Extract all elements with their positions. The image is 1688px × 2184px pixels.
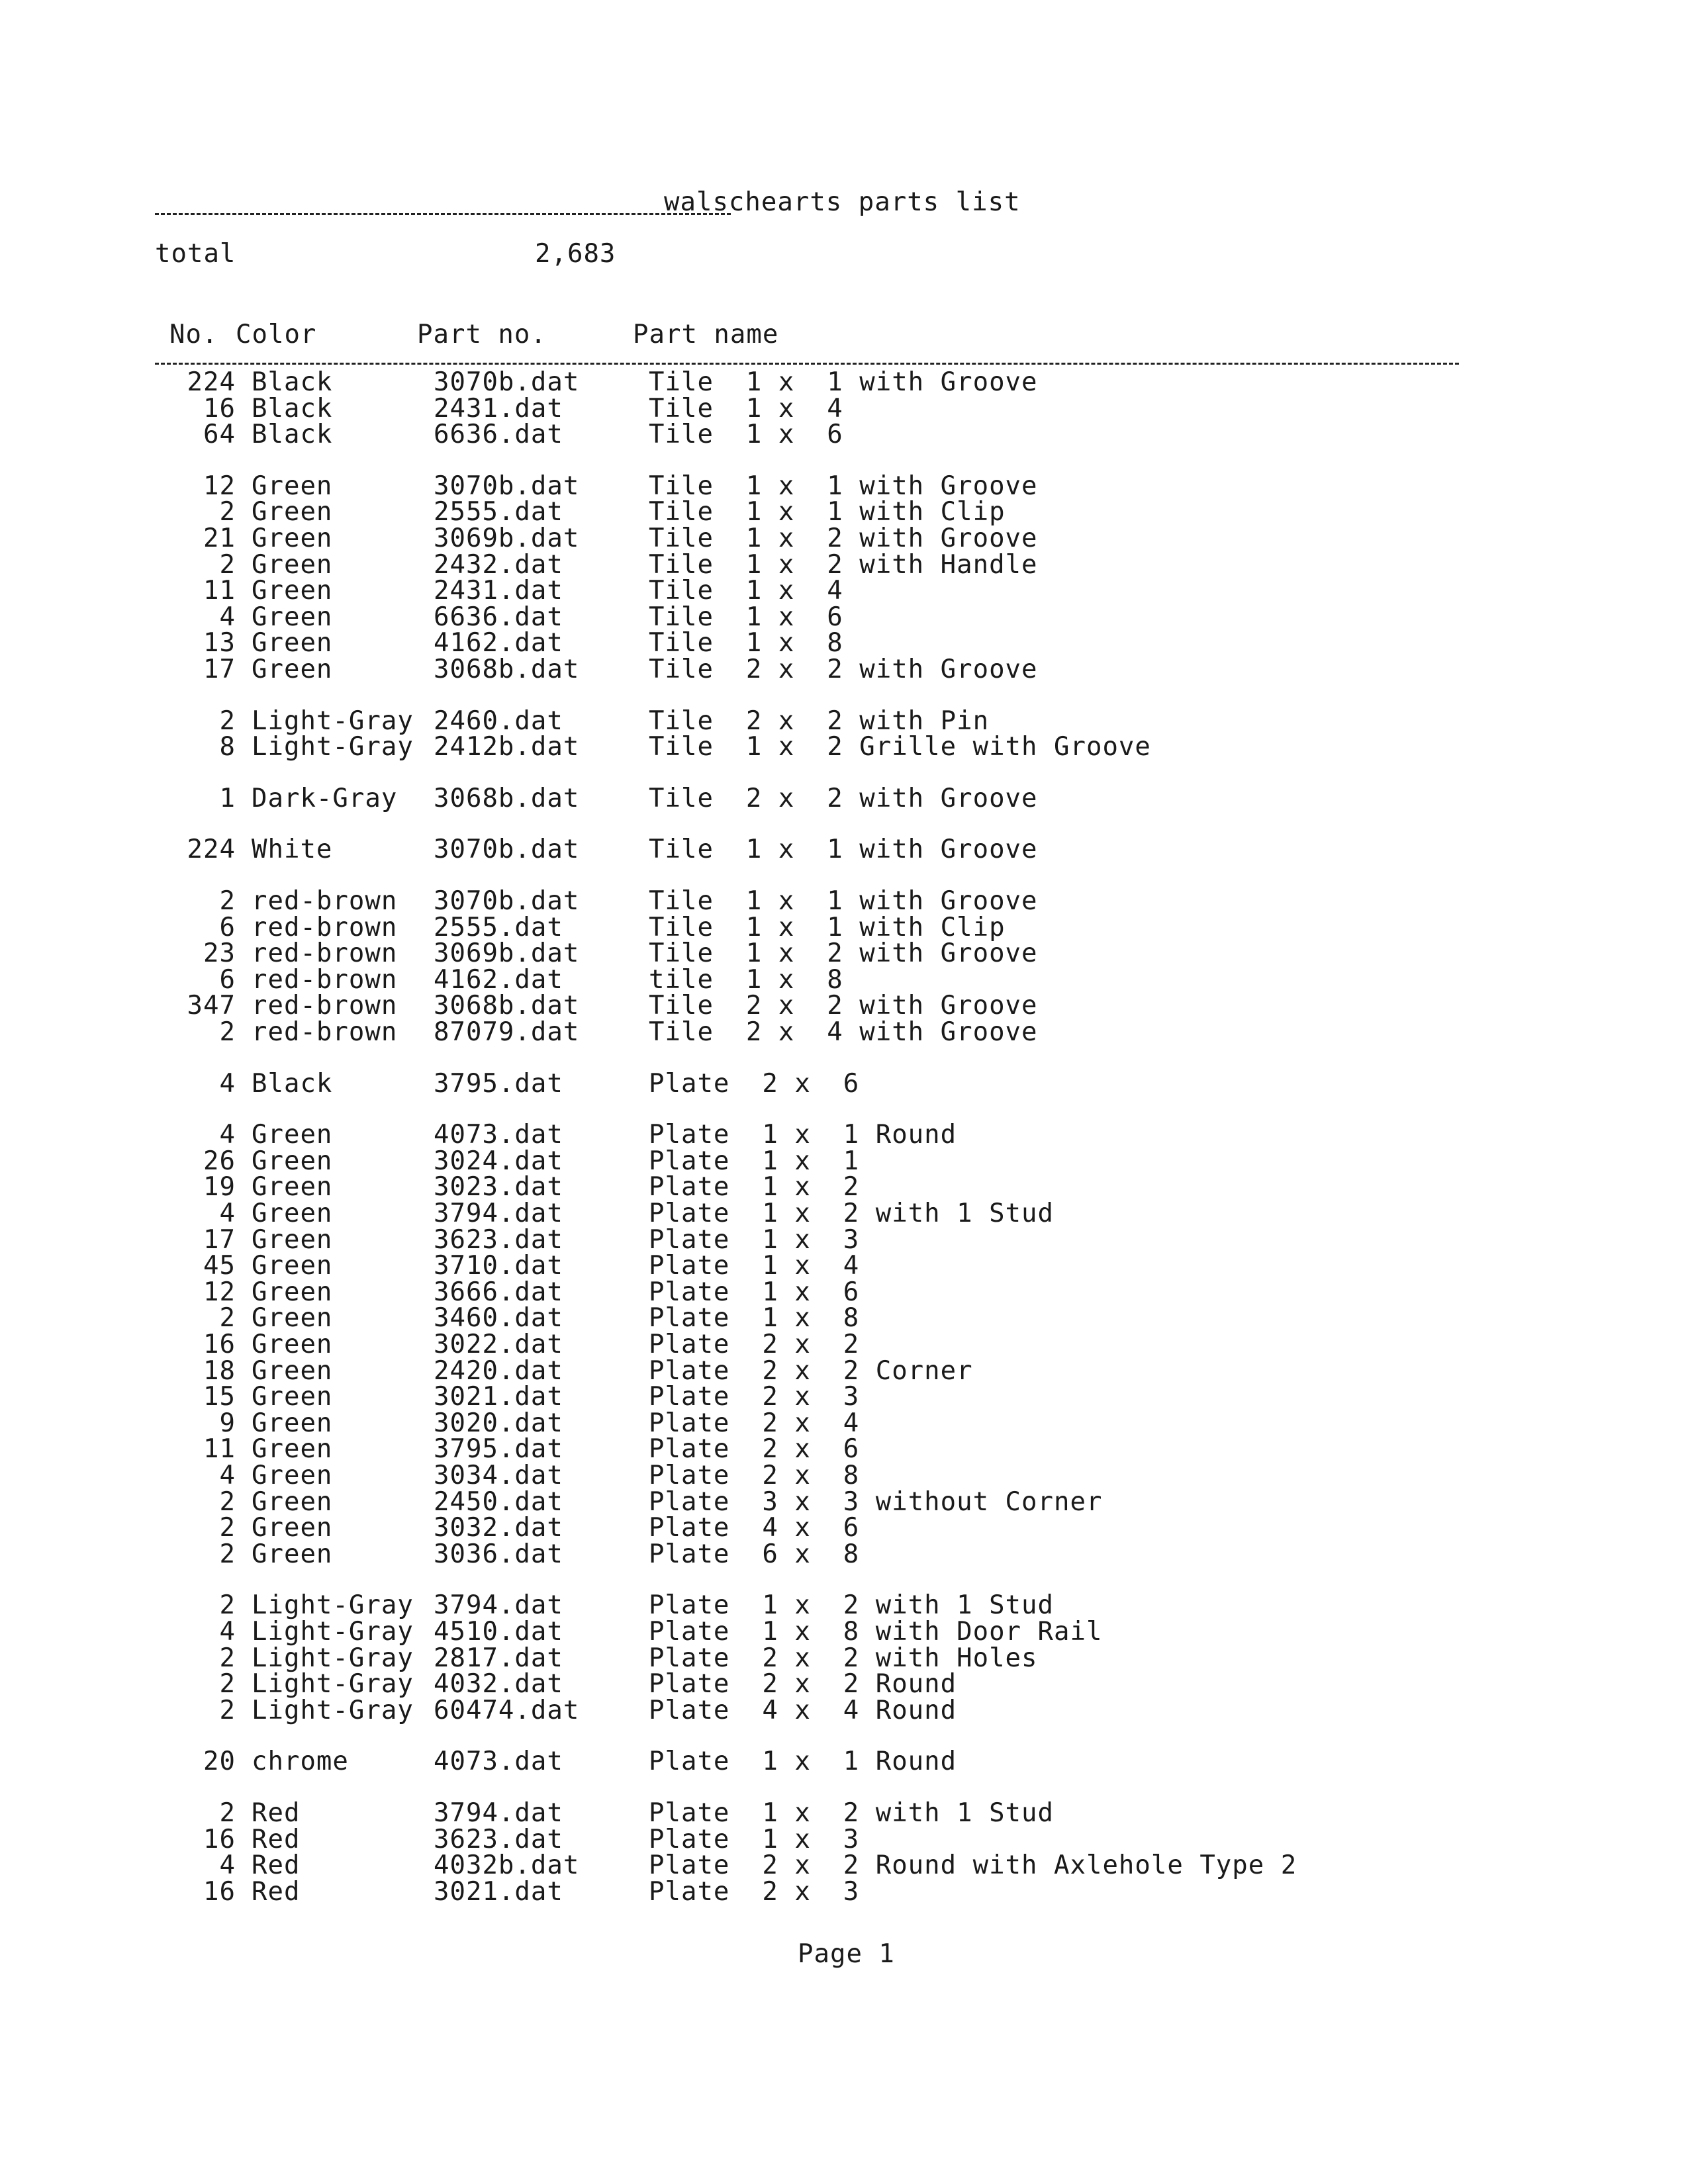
row-part-name: Plate 2 x 8 (649, 1461, 860, 1490)
row-quantity: 2 (219, 1486, 236, 1517)
row-part-name: Plate 4 x 4 Round (649, 1695, 957, 1725)
row-color: Green (252, 1461, 333, 1490)
row-color: Red (252, 1850, 301, 1881)
row-quantity: 2 (219, 1643, 236, 1673)
row-quantity: 13 (203, 628, 236, 659)
total-divider (155, 213, 731, 215)
row-part-name: Tile 2 x 2 with Groove (649, 655, 1038, 684)
row-part-number: 3068b.dat (434, 783, 580, 813)
total-value: 2,683 (535, 239, 616, 269)
page-number: Page 1 (798, 1939, 895, 1969)
row-part-number: 4162.dat (434, 964, 563, 995)
row-quantity: 20 (203, 1747, 236, 1777)
row-color: Green (252, 1277, 333, 1307)
row-color: Green (252, 1434, 333, 1465)
row-quantity: 23 (203, 938, 236, 969)
row-part-number: 3070b.dat (434, 367, 580, 397)
row-quantity: 2 (219, 1513, 236, 1543)
row-quantity: 2 (219, 705, 236, 736)
row-part-number: 3023.dat (434, 1172, 563, 1203)
row-part-number: 2420.dat (434, 1355, 563, 1386)
header-part-name: Part name (633, 320, 779, 349)
row-part-number: 3024.dat (434, 1146, 563, 1176)
row-color: Green (252, 576, 333, 606)
row-color: Light-Gray (252, 1695, 414, 1725)
row-part-number: 3032.dat (434, 1513, 563, 1543)
row-color: Green (252, 655, 333, 684)
row-color: Light-Gray (252, 705, 414, 736)
row-part-name: Tile 1 x 2 with Handle (649, 549, 1038, 580)
row-color: Green (252, 549, 333, 580)
row-part-name: Tile 1 x 2 with Groove (649, 938, 1038, 969)
header-divider (155, 363, 1459, 365)
row-part-number: 2412b.dat (434, 732, 580, 762)
row-part-name: tile 1 x 8 (649, 964, 843, 995)
row-color: red-brown (252, 886, 398, 916)
row-quantity: 4 (219, 1199, 236, 1228)
row-part-number: 4032.dat (434, 1669, 563, 1700)
row-part-number: 3666.dat (434, 1277, 563, 1307)
row-quantity: 12 (203, 1277, 236, 1307)
row-quantity: 224 (187, 835, 236, 865)
row-part-name: Plate 2 x 2 (649, 1330, 860, 1359)
row-quantity: 4 (219, 1068, 236, 1099)
row-quantity: 224 (187, 367, 236, 397)
row-quantity: 16 (203, 1876, 236, 1907)
row-quantity: 12 (203, 471, 236, 501)
row-part-name: Plate 1 x 3 (649, 1824, 860, 1854)
row-part-name: Tile 1 x 8 (649, 628, 843, 659)
row-quantity: 4 (219, 1461, 236, 1490)
row-color: Green (252, 628, 333, 659)
row-color: Light-Gray (252, 732, 414, 762)
row-part-name: Plate 1 x 2 with 1 Stud (649, 1590, 1054, 1621)
row-color: Black (252, 393, 333, 424)
row-part-name: Tile 2 x 2 with Pin (649, 705, 990, 736)
row-quantity: 16 (203, 1824, 236, 1854)
row-part-name: Plate 2 x 2 with Holes (649, 1643, 1038, 1673)
row-quantity: 64 (203, 420, 236, 450)
row-part-number: 3070b.dat (434, 835, 580, 865)
row-part-name: Plate 3 x 3 without Corner (649, 1486, 1103, 1517)
row-part-name: Plate 1 x 1 (649, 1146, 860, 1176)
row-part-name: Plate 1 x 8 with Door Rail (649, 1617, 1103, 1647)
row-color: Green (252, 1224, 333, 1255)
row-color: Green (252, 1486, 333, 1517)
row-quantity: 2 (219, 886, 236, 916)
row-quantity: 2 (219, 1303, 236, 1334)
row-part-name: Plate 1 x 1 Round (649, 1120, 957, 1150)
row-color: Green (252, 1382, 333, 1412)
row-part-name: Plate 2 x 3 (649, 1876, 860, 1907)
row-quantity: 4 (219, 1850, 236, 1881)
row-color: Green (252, 1513, 333, 1543)
row-part-name: Tile 1 x 4 (649, 393, 843, 424)
row-color: Green (252, 1172, 333, 1203)
row-quantity: 2 (219, 1539, 236, 1569)
row-part-number: 4073.dat (434, 1120, 563, 1150)
row-quantity: 16 (203, 1330, 236, 1359)
row-part-name: Plate 1 x 2 with 1 Stud (649, 1798, 1054, 1828)
row-color: red-brown (252, 991, 398, 1021)
row-quantity: 9 (219, 1408, 236, 1438)
row-color: Dark-Gray (252, 783, 398, 813)
row-part-name: Tile 2 x 2 with Groove (649, 783, 1038, 813)
row-part-number: 3068b.dat (434, 991, 580, 1021)
row-part-number: 3022.dat (434, 1330, 563, 1359)
row-color: Red (252, 1876, 301, 1907)
row-part-number: 2450.dat (434, 1486, 563, 1517)
row-part-name: Tile 1 x 1 with Clip (649, 912, 1006, 942)
row-quantity: 8 (219, 732, 236, 762)
row-part-name: Tile 1 x 6 (649, 420, 843, 450)
row-color: Green (252, 1146, 333, 1176)
row-quantity: 6 (219, 964, 236, 995)
row-part-number: 3020.dat (434, 1408, 563, 1438)
row-part-number: 3070b.dat (434, 471, 580, 501)
row-color: chrome (252, 1747, 349, 1777)
row-part-name: Tile 1 x 1 with Groove (649, 367, 1038, 397)
row-part-number: 3021.dat (434, 1876, 563, 1907)
row-quantity: 2 (219, 497, 236, 527)
row-quantity: 2 (219, 1590, 236, 1621)
header-part-no: Part no. (417, 320, 547, 349)
row-color: Green (252, 602, 333, 632)
row-part-name: Plate 1 x 1 Round (649, 1747, 957, 1777)
row-color: Green (252, 1303, 333, 1334)
row-color: Light-Gray (252, 1643, 414, 1673)
row-part-number: 3070b.dat (434, 886, 580, 916)
total-label: total (155, 239, 236, 269)
row-part-name: Plate 2 x 4 (649, 1408, 860, 1438)
row-color: White (252, 835, 333, 865)
row-part-name: Tile 1 x 1 with Groove (649, 471, 1038, 501)
row-part-number: 3795.dat (434, 1434, 563, 1465)
row-part-name: Plate 2 x 6 (649, 1068, 860, 1099)
row-part-name: Tile 1 x 1 with Groove (649, 886, 1038, 916)
row-part-name: Plate 1 x 2 (649, 1172, 860, 1203)
row-color: Green (252, 471, 333, 501)
row-quantity: 2 (219, 1798, 236, 1828)
header-no: No. (169, 320, 218, 349)
row-part-number: 6636.dat (434, 420, 563, 450)
row-color: red-brown (252, 938, 398, 969)
row-color: Green (252, 1539, 333, 1569)
row-part-name: Tile 1 x 2 Grille with Groove (649, 732, 1151, 762)
row-part-number: 3021.dat (434, 1382, 563, 1412)
row-color: Light-Gray (252, 1617, 414, 1647)
row-part-number: 2431.dat (434, 576, 563, 606)
row-color: red-brown (252, 912, 398, 942)
row-color: Green (252, 1120, 333, 1150)
row-part-number: 3623.dat (434, 1824, 563, 1854)
row-part-name: Plate 1 x 8 (649, 1303, 860, 1334)
row-quantity: 26 (203, 1146, 236, 1176)
row-part-number: 3794.dat (434, 1590, 563, 1621)
row-part-name: Plate 1 x 2 with 1 Stud (649, 1199, 1054, 1228)
row-part-name: Tile 1 x 2 with Groove (649, 523, 1038, 553)
row-color: Green (252, 1355, 333, 1386)
row-quantity: 347 (187, 991, 236, 1021)
row-quantity: 6 (219, 912, 236, 942)
row-quantity: 2 (219, 1695, 236, 1725)
row-color: Black (252, 420, 333, 450)
row-color: Black (252, 1068, 333, 1099)
row-part-name: Plate 2 x 2 Round (649, 1669, 957, 1700)
row-quantity: 45 (203, 1251, 236, 1281)
row-part-number: 4032b.dat (434, 1850, 580, 1881)
row-part-number: 3036.dat (434, 1539, 563, 1569)
row-part-number: 2431.dat (434, 393, 563, 424)
row-part-number: 3034.dat (434, 1461, 563, 1490)
row-part-number: 87079.dat (434, 1017, 580, 1047)
row-color: Red (252, 1824, 301, 1854)
row-part-name: Plate 2 x 3 (649, 1382, 860, 1412)
row-color: Green (252, 497, 333, 527)
row-quantity: 4 (219, 1617, 236, 1647)
row-part-number: 2432.dat (434, 549, 563, 580)
row-part-number: 3795.dat (434, 1068, 563, 1099)
row-quantity: 21 (203, 523, 236, 553)
row-quantity: 4 (219, 1120, 236, 1150)
row-quantity: 11 (203, 1434, 236, 1465)
row-quantity: 2 (219, 1669, 236, 1700)
row-part-number: 3623.dat (434, 1224, 563, 1255)
header-color: Color (236, 320, 317, 349)
row-part-name: Tile 2 x 4 with Groove (649, 1017, 1038, 1047)
row-part-number: 4073.dat (434, 1747, 563, 1777)
row-part-name: Plate 2 x 2 Round with Axlehole Type 2 (649, 1850, 1297, 1881)
row-color: red-brown (252, 1017, 398, 1047)
row-color: Green (252, 1199, 333, 1228)
row-quantity: 11 (203, 576, 236, 606)
row-quantity: 19 (203, 1172, 236, 1203)
row-quantity: 2 (219, 1017, 236, 1047)
row-part-number: 3710.dat (434, 1251, 563, 1281)
row-part-name: Plate 1 x 3 (649, 1224, 860, 1255)
row-part-name: Plate 2 x 6 (649, 1434, 860, 1465)
row-part-name: Plate 1 x 6 (649, 1277, 860, 1307)
row-part-name: Tile 1 x 6 (649, 602, 843, 632)
row-part-name: Plate 4 x 6 (649, 1513, 860, 1543)
row-color: Green (252, 1408, 333, 1438)
page-title: walschearts parts list (664, 187, 1021, 217)
row-part-number: 3069b.dat (434, 523, 580, 553)
row-part-name: Plate 2 x 2 Corner (649, 1355, 973, 1386)
row-part-name: Plate 1 x 4 (649, 1251, 860, 1281)
row-quantity: 15 (203, 1382, 236, 1412)
row-part-number: 2460.dat (434, 705, 563, 736)
row-quantity: 17 (203, 1224, 236, 1255)
row-quantity: 2 (219, 549, 236, 580)
row-quantity: 1 (219, 783, 236, 813)
row-part-number: 2817.dat (434, 1643, 563, 1673)
row-part-name: Tile 1 x 1 with Groove (649, 835, 1038, 865)
row-quantity: 17 (203, 655, 236, 684)
row-part-number: 3069b.dat (434, 938, 580, 969)
row-color: Light-Gray (252, 1590, 414, 1621)
row-part-number: 2555.dat (434, 912, 563, 942)
row-quantity: 16 (203, 393, 236, 424)
row-part-number: 2555.dat (434, 497, 563, 527)
row-part-name: Plate 6 x 8 (649, 1539, 860, 1569)
row-color: Light-Gray (252, 1669, 414, 1700)
row-part-number: 3794.dat (434, 1798, 563, 1828)
row-part-number: 3460.dat (434, 1303, 563, 1334)
row-quantity: 18 (203, 1355, 236, 1386)
row-part-number: 60474.dat (434, 1695, 580, 1725)
row-quantity: 4 (219, 602, 236, 632)
row-part-number: 4162.dat (434, 628, 563, 659)
row-color: Green (252, 1330, 333, 1359)
row-part-name: Tile 1 x 1 with Clip (649, 497, 1006, 527)
row-part-name: Tile 1 x 4 (649, 576, 843, 606)
row-part-number: 3068b.dat (434, 655, 580, 684)
row-part-name: Tile 2 x 2 with Groove (649, 991, 1038, 1021)
row-color: Green (252, 1251, 333, 1281)
row-part-number: 4510.dat (434, 1617, 563, 1647)
row-color: red-brown (252, 964, 398, 995)
row-part-number: 3794.dat (434, 1199, 563, 1228)
row-color: Green (252, 523, 333, 553)
row-color: Red (252, 1798, 301, 1828)
row-color: Black (252, 367, 333, 397)
row-part-number: 6636.dat (434, 602, 563, 632)
